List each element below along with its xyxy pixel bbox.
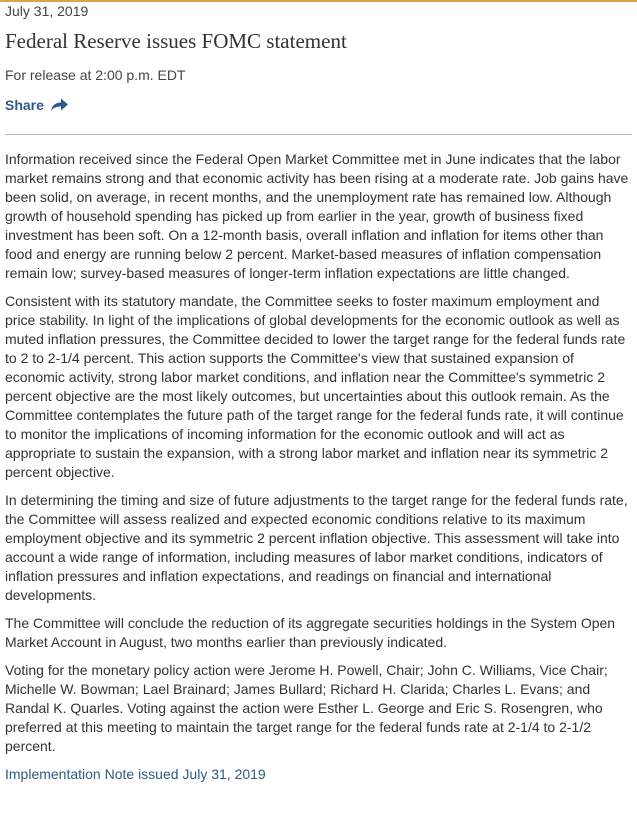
release-time: For release at 2:00 p.m. EDT (5, 67, 186, 83)
share-arrow-icon (49, 97, 69, 113)
statement-body (5, 150, 632, 784)
statement-paragraph-5: Voting for the monetary policy action were Jerome H. Powell, Chair; John C. Williams, Vice Chair; Michelle W. Bowman; Lael Brainard; James Bullard; Richard H. Clarida; Charles L. Evans; and Randal K. Quarles. Voting against the action were Esther L. George and Eric S. Rosengren, who preferred at this meeting to maintain the target range for the federal funds rate at 2-1/4 to 2-1/2 percent. (5, 662, 608, 754)
page-title: Federal Reserve issues FOMC statement (5, 29, 347, 53)
release-date: July 31, 2019 (5, 3, 89, 19)
statement-paragraph-2: Consistent with its statutory mandate, the Committee seeks to foster maximum employment and price stability. In light of the implications of global developments for the economic outlook as well as muted inflation pressures, the Committee decided to lower the target range for the federal funds rate to 2 to 2-1/4 percent. This action supports the Committee's view that sustained expansion of economic activity, strong labor market conditions, and inflation near the Committee's symmetric 2 percent objective are the most likely outcomes, but uncertainties about this outlook remain. As the Committee contemplates the future path of the target range for the federal funds rate, it will continue to monitor the implications of incoming information for the economic outlook and will act as appropriate to sustain the expansion, with a strong labor market and inflation near its symmetric 2 percent objective. (5, 293, 626, 480)
share-label: Share (5, 97, 44, 113)
statement-paragraph-1: Information received since the Federal Open Market Committee met in June indicates that the labor market remains strong and that economic activity has been rising at a moderate rate. Job gains have been solid, on average, in recent months, and the unemployment rate has remained low. Although growth of household spending has picked up from earlier in the year, growth of business fixed investment has been soft. On a 12-month basis, overall inflation and inflation for items other than food and energy are running below 2 percent. Market-based measures of inflation compensation remain low; survey-based measures of longer-term inflation expectations are little changed. (5, 151, 629, 281)
implementation-note-link[interactable]: Implementation Note issued July 31, 2019 (5, 766, 266, 782)
share-button[interactable] (5, 96, 69, 114)
header-divider (5, 134, 632, 135)
top-accent-rule (0, 0, 637, 2)
statement-paragraph-4: The Committee will conclude the reduction of its aggregate securities holdings in the System Open Market Account in August, two months earlier than previously indicated. (5, 615, 616, 650)
statement-paragraph-3: In determining the timing and size of future adjustments to the target range for the federal funds rate, the Committee will assess realized and expected economic conditions relative to its maximum employment objective and its symmetric 2 percent inflation objective. This assessment will take into account a wide range of information, including measures of labor market conditions, indicators of inflation pressures and inflation expectations, and readings on financial and international developments. (5, 492, 628, 603)
